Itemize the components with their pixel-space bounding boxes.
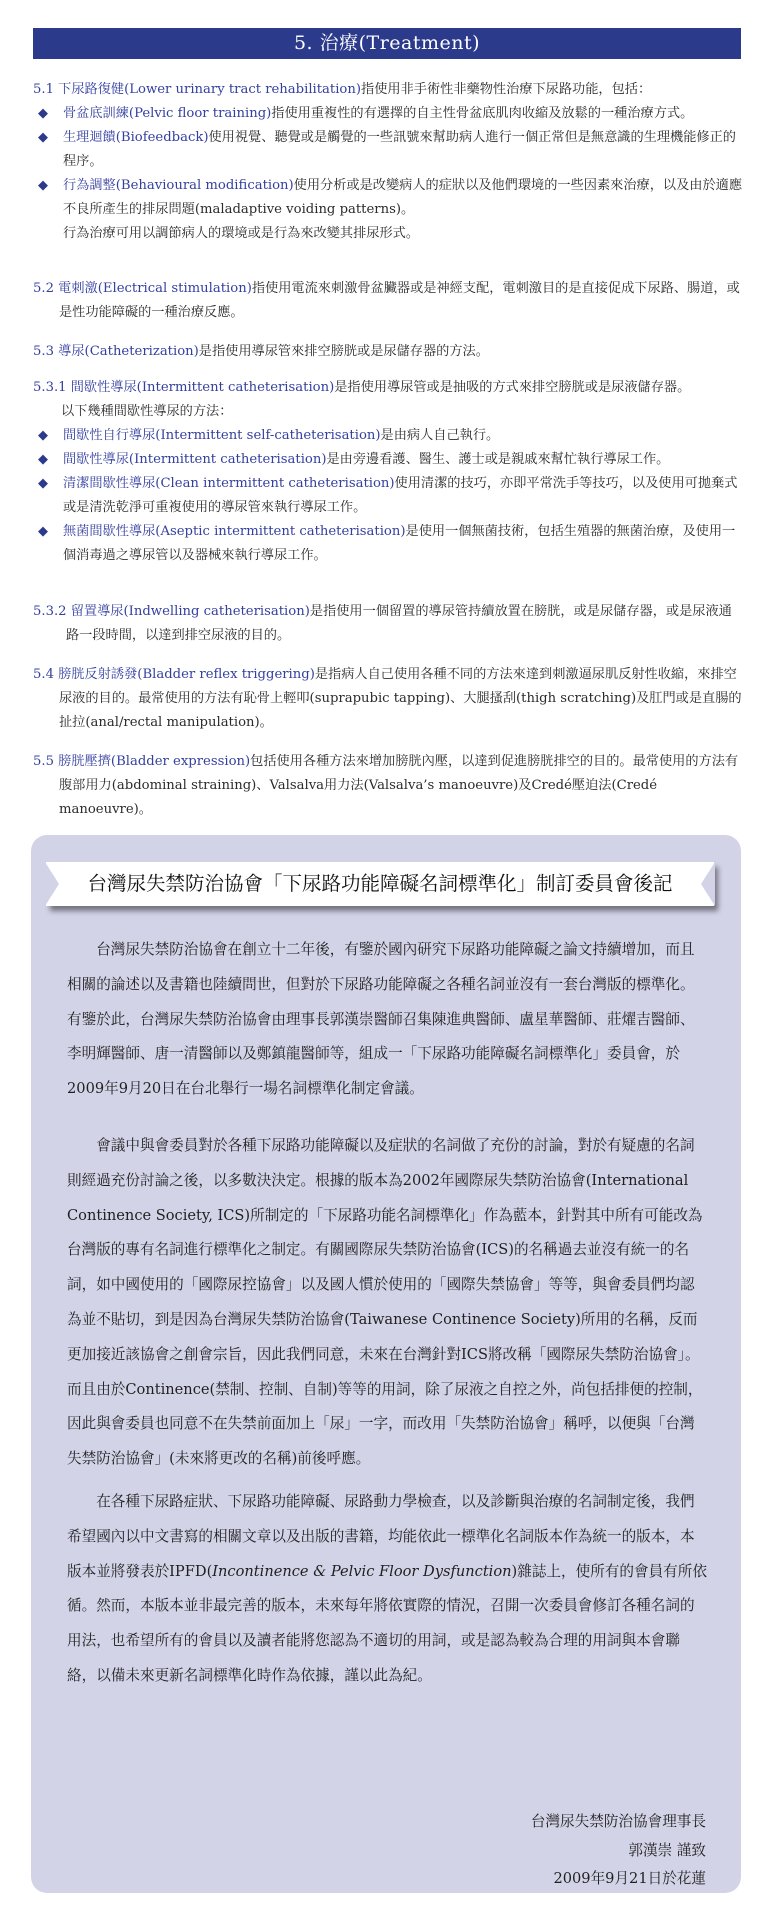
- bullet-diamond-icon: ◆: [38, 524, 48, 539]
- s55-desc: 包括使用各種方法來增加膀胱內壓，以達到促進膀胱排空的目的。最常使用的方法有腹部用力(abdominal straining)、Valsalva用力法(Valsalva’s manoeuvre)及Credé壓迫法(Credé manoeuvre)。: [59, 754, 739, 817]
- ribbon-notch-left: [45, 862, 59, 906]
- s51-item-biofeedback: ◆ 生理迴饋(Biofeedback)使用視覺、聽覺或是觸覺的一些訊號來幫助病人進行一個正常但是無意識的生理機能修正的程序。: [33, 126, 745, 174]
- bullet-diamond-icon: ◆: [38, 452, 48, 467]
- s531-item-aseptic: ◆ 無菌間歇性導尿(Aseptic intermittent catheterisation)是使用一個無菌技術，包括生殖器的無菌治療，及使用一個消毒過之導尿管以及器械來執行導尿工作。: [33, 520, 745, 568]
- s531-term: 間歇性導尿(Intermittent catheterisation): [70, 380, 335, 395]
- ribbon-notch-right: [701, 862, 715, 906]
- s52-desc: 指使用電流來刺激骨盆臟器或是神經支配，電刺激目的是直接促成下尿路、腸道，或是性功能障礙的一種治療反應。: [59, 281, 740, 320]
- s51-item-pelvic-floor: ◆ 骨盆底訓練(Pelvic floor training)指使用重複性的有選擇的自主性骨盆底肌肉收縮及放鬆的一種治療方式。: [33, 102, 745, 126]
- section-5-3-2: 5.3.2 留置導尿(Indwelling catheterisation)是指使用一個留置的導尿管持續放置在膀胱，或是尿儲存器，或是尿液通路一段時間，以達到排空尿液的目的。: [33, 604, 732, 643]
- section-5-4: 5.4 膀胱反射誘發(Bladder reflex triggering)是指病人自己使用各種不同的方法來達到刺激逼尿肌反射性收縮，來排空尿液的目的。最常使用的方法有恥骨上輕叩(suprapubic tapping)、大腿搔刮(thigh scratching)及肛門或是直腸的扯拉(anal/rectal manipulation)。: [33, 667, 742, 730]
- section-5-1: [33, 78, 745, 246]
- s531-item-clean: ◆ 清潔間歇性導尿(Clean intermittent catheterisation)使用清潔的技巧，亦即平常洗手等技巧，以及使用可拋棄式或是清洗乾淨可重複使用的導尿管來執行導尿工作。: [33, 472, 745, 520]
- s51-desc: 指使用非手術性非藥物性治療下尿路功能，包括：: [361, 82, 652, 97]
- signature-block: [531, 1808, 706, 1894]
- s51-note: 行為治療可用以調節病人的環境或是行為來改變其排尿形式。: [63, 226, 420, 241]
- section-5-5: 5.5 膀胱壓擠(Bladder expression)包括使用各種方法來增加膀胱內壓，以達到促進膀胱排空的目的。最常使用的方法有腹部用力(abdominal straining)、Valsalva用力法(Valsalva’s manoeuvre)及Credé壓迫法(Credé manoeuvre)。: [33, 754, 739, 817]
- s51-term: 下尿路復健(Lower urinary tract rehabilitation): [58, 82, 362, 97]
- section-title-banner: [33, 28, 741, 59]
- postscript-paragraph-1: 台灣尿失禁防治協會在創立十二年後，有鑒於國內研究下尿路功能障礙之論文持續增加，而且相關的論述以及書籍也陸續問世，但對於下尿路功能障礙之各種名詞並沒有一套台灣版的標準化。有鑒於此，台灣尿失禁防治協會由理事長郭漢崇醫師召集陳進典醫師、盧星華醫師、莊燿吉醫師、李明輝醫師、唐一清醫師以及鄭鎮龍醫師等，組成一「下尿路功能障礙名詞標準化」委員會，於2009年9月20日在台北舉行一場名詞標準化制定會議。: [67, 941, 695, 1098]
- section-5-2: 5.2 電刺激(Electrical stimulation)指使用電流來刺激骨盆臟器或是神經支配，電刺激目的是直接促成下尿路、腸道，或是性功能障礙的一種治療反應。: [33, 281, 740, 320]
- bullet-diamond-icon: ◆: [38, 178, 48, 193]
- bullet-diamond-icon: ◆: [38, 476, 48, 491]
- s55-term: 膀胱壓擠(Bladder expression): [58, 754, 251, 769]
- section-5-3-1: 5.3.1 間歇性導尿(Intermittent catheterisation)是指使用導尿管或是抽吸的方式來排空膀胱或是尿液儲存器。 以下幾種間歇性導尿的方法： ◆ 間歇性自行導尿(Intermittent self-catheterisation)是由病人自己執行。 ◆ 間歇性導尿(Intermittent catheterisation)是由旁邊看護、醫生、護士或是親戚來幫忙執行導尿工作。 ◆ 清潔間歇性導尿(Clean intermittent catheterisation)使用清潔的技巧，亦即平常洗手等技巧，以及使用可拋棄式或是清洗乾淨可重複使用的導尿管來執行導尿工作。 ◆ 無菌間歇性導尿(Aseptic intermittent catheterisation)是使用一個無菌技術，包括生殖器的無菌治療，及使用一個消毒過之導尿管以及器械來執行導尿工作。: [33, 376, 745, 568]
- signature-name: 郭漢崇 謹致: [628, 1841, 706, 1859]
- postscript-paragraph-2: 會議中與會委員對於各種下尿路功能障礙以及症狀的名詞做了充份的討論，對於有疑慮的名詞則經過充份討論之後，以多數決決定。根據的版本為2002年國際尿失禁防治協會(International Continence Society, ICS)所制定的「下尿路功能名詞標準化」作為藍本，針對其中所有可能改為台灣版的專有名詞進行標準化之制定。有關國際尿失禁防治協會(ICS)的名稱過去並沒有統一的名詞，如中國使用的「國際尿控協會」以及國人慣於使用的「國際失禁協會」等等，與會委員們均認為並不貼切，到是因為台灣尿失禁防治協會(Taiwanese Continence Society)所用的名稱，反而更加接近該協會之創會宗旨，因此我們同意，未來在台灣針對ICS將改稱「國際尿失禁防治協會」。而且由於Continence(禁制、控制、自制)等等的用詞，除了尿液之自控之外，尚包括排便的控制，因此與會委員也同意不在失禁前面加上「尿」一字，而改用「失禁防治協會」稱呼，以便與「台灣失禁防治協會」(未來將更改的名稱)前後呼應。: [67, 1136, 703, 1468]
- section-title: 5. 治療(Treatment): [293, 32, 481, 54]
- bullet-diamond-icon: ◆: [38, 106, 48, 121]
- bullet-diamond-icon: ◆: [38, 130, 48, 145]
- s53-term: 導尿(Catheterization): [58, 344, 199, 359]
- section-5-3: 5.3 導尿(Catheterization)是指使用導尿管來排空膀胱或是尿儲存器的方法。: [33, 344, 489, 359]
- postscript-title-ribbon: [46, 862, 714, 906]
- journal-name: Incontinence & Pelvic Floor Dysfunction: [212, 1562, 512, 1580]
- bullet-diamond-icon: ◆: [38, 428, 48, 443]
- s51-num: 5.1: [33, 82, 59, 97]
- postscript-body: [67, 933, 709, 1694]
- s531-intro: 以下幾種間歇性導尿的方法：: [61, 404, 233, 419]
- s532-desc: 是指使用一個留置的導尿管持續放置在膀胱，或是尿儲存器，或是尿液通路一段時間，以達到排空尿液的目的。: [66, 604, 732, 643]
- signature-org: 台灣尿失禁防治協會理事長: [530, 1813, 706, 1830]
- s531-item-self: ◆ 間歇性自行導尿(Intermittent self-catheterisation)是由病人自己執行。: [33, 424, 745, 448]
- s532-term: 留置導尿(Indwelling catheterisation): [70, 604, 310, 619]
- s54-term: 膀胱反射誘發(Bladder reflex triggering): [58, 667, 315, 682]
- s53-desc: 是指使用導尿管來排空膀胱或是尿儲存器的方法。: [198, 344, 489, 359]
- s531-desc: 是指使用導尿管或是抽吸的方式來排空膀胱或是尿液儲存器。: [334, 380, 691, 395]
- s52-term: 電刺激(Electrical stimulation): [58, 281, 252, 296]
- postscript-title: 台灣尿失禁防治協會「下尿路功能障礙名詞標準化」制訂委員會後記: [87, 872, 673, 895]
- s54-desc: 是指病人自己使用各種不同的方法來達到刺激逼尿肌反射性收縮，來排空尿液的目的。最常使用的方法有恥骨上輕叩(suprapubic tapping)、大腿搔刮(thigh scratching)及肛門或是直腸的扯拉(anal/rectal manipulation)。: [59, 667, 742, 730]
- signature-date: 2009年9月21日於花蓮: [553, 1870, 706, 1887]
- s51-item-behavioural: ◆ 行為調整(Behavioural modification)使用分析或是改變病人的症狀以及他們環境的一些因素來治療，以及由於適應不良所產生的排尿問題(maladaptive voiding patterns)。: [33, 174, 745, 222]
- s531-item-intermittent: ◆ 間歇性導尿(Intermittent catheterisation)是由旁邊看護、醫生、護士或是親戚來幫忙執行導尿工作。: [33, 448, 745, 472]
- postscript-paragraph-3: 在各種下尿路症狀、下尿路功能障礙、尿路動力學檢查，以及診斷與治療的名詞制定後，我們希望國內以中文書寫的相關文章以及出版的書籍，均能依此一標準化名詞版本作為統一的版本，本版本並將發表於IPFD(Incontinence & Pelvic Floor Dysfunction)雜誌上，使所有的會員有所依循。然而，本版本並非最完善的版本，未來每年將依實際的情況，召開一次委員會修訂各種名詞的用法，也希望所有的會員以及讀者能將您認為不適切的用詞，或是認為較為合理的用詞與本會聯絡，以備未來更新名詞標準化時作為依據，謹以此為紀。: [67, 1492, 707, 1684]
